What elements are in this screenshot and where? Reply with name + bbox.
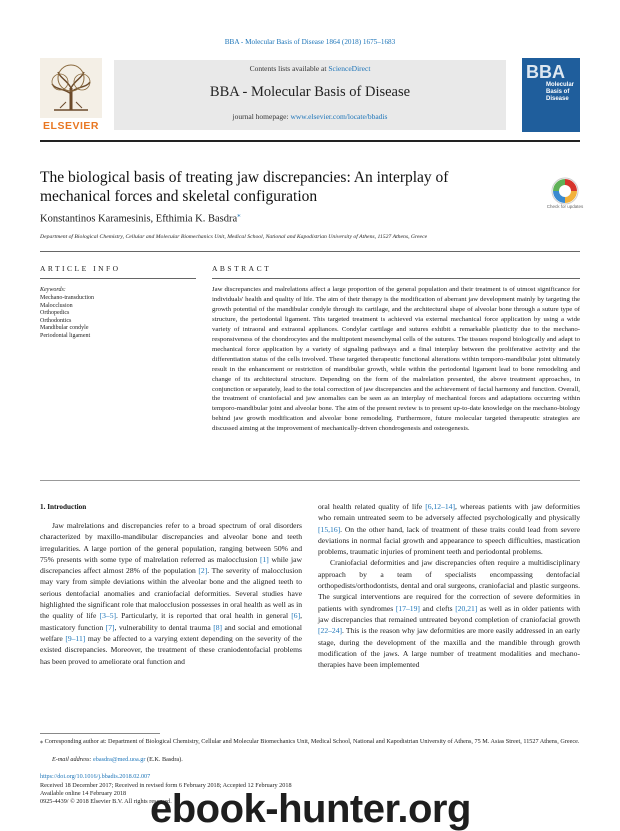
body-text: Jaw malrelations and discrepancies refer to a broad spectrum of oral disorders characterized by maxillo-mandibular discrepancies and alveolar bone and teeth irregularities. A large portion of the general population, ranging between 50% and 75% presents with some type of malrelation referred as malocclusion <box>40 521 302 564</box>
body-text: . The severity of malocclusion may vary from simple deviations within the alveolar bone and the aligned teeth to serious dentofacial anomalies and craniofacial deformities. Several studies have highlighted the significant role that malocclusion possesses in oral health as well as in the quality of life <box>40 566 303 621</box>
body-text: as well as in older patients with jaw discrepancies that remained untreated beyond completion of craniofacial growth <box>318 603 581 624</box>
keyword-item: Malocclusion <box>40 302 73 309</box>
journal-reference-link[interactable]: BBA - Molecular Basis of Disease 1864 (2018) 1675–1683 <box>224 38 396 46</box>
received-dates: Received 18 December 2017; Received in revised form 6 February 2018; Accepted 12 February 2018 <box>40 782 292 789</box>
abstract-text: Jaw discrepancies and malrelations affect a large proportion of the general population and their treatment is of utmost significance for individuals' health and quality of life. The aim of their therapy is the modification of aberrant jaw development mainly by targeting the growth potential of the mandibular condyle through its cartilage, and the architectural shape of alveolar bone through a suture type of structure, the periodontal ligament. This targeted treatment is achieved via external mechanical force application by using a wide variety of intraoral and extraoral appliances. Condylar cartilage and sutures exhibit a remarkable plasticity due to the mechano-responsiveness of the chondrocytes and the multipotent mesenchymal cells of the sutures. The tissues respond biologically and adapt to mechanical force application by a variety of signaling pathways and a final interplay between the proliferative activity and the differentiation status of the cells involved. These targeted therapeutic functional alterations within temporo-mandibular joint ultimately result in the enhancement or restriction of mandibular growth, while within the periodontal ligament lead to bone remodeling and change of its architectural structure. Depending on the form of the malrelation presented, the above treatment approaches, in conjunction or separately, lead to the total correction of jaw discrepancies and the achievement of facial harmony and function. Overall, the treatment of craniofacial and jaw anomalies can be seen as an interplay of mechanical forces and adaptations occurring within temporo-mandibular joint and alveolar bone. The aim of the present review is to present up-to-date knowledge on the mechano-biology behind jaw growth modification and alveolar bone remodeling. Furthermore, future molecular targeted therapeutic strategies are discussed aiming at the improvement of mechanically-driven chondrogenesis and osteogenesis. <box>212 286 580 433</box>
doi-link[interactable]: https://doi.org/10.1016/j.bbadis.2018.02.007 <box>40 773 151 780</box>
check-for-updates-icon <box>550 176 580 206</box>
contents-prefix: Contents lists available at <box>249 64 327 73</box>
citation-link[interactable]: [20,21] <box>455 603 478 613</box>
sciencedirect-link[interactable]: ScienceDirect <box>328 64 371 73</box>
elsevier-tree-icon <box>40 58 102 118</box>
citation-link[interactable]: [1] <box>259 554 269 564</box>
citation-link[interactable]: [15,16] <box>318 524 341 534</box>
author-list <box>40 211 241 225</box>
body-text: . Particularly, it is reported that oral health in general <box>116 611 292 621</box>
article-info-heading: ARTICLE INFO <box>40 264 121 273</box>
author-names: Konstantinos Karamesinis, Efthimia K. Basdra <box>40 213 238 225</box>
email-line <box>52 756 183 763</box>
body-column-right <box>318 501 580 670</box>
crossmark-label: Check for updates <box>546 204 584 209</box>
cover-subtitle: Molecular Basis of Disease <box>546 82 575 102</box>
publisher-name: ELSEVIER <box>43 120 99 132</box>
body-text: , whereas patients with jaw deformities who remain untreated seem to be adversely affected psychologically and physically <box>318 502 580 523</box>
body-text: , masticatory function <box>40 611 303 632</box>
citation-link[interactable]: [7] <box>105 622 115 632</box>
body-text: may be affected to a varying extent depending on the severity of the existed discrepancies. Moreover, the treatment of these craniodentofacial problems has been proved to ameliorate oral function and <box>40 633 302 666</box>
homepage-prefix: journal homepage: <box>232 112 289 121</box>
journal-cover-image <box>522 58 580 132</box>
keywords-heading: Keywords: <box>40 287 66 293</box>
citation-link[interactable]: [2] <box>198 566 208 576</box>
citation-link[interactable]: [8] <box>213 622 223 632</box>
keyword-item: Mechano-transduction <box>40 295 94 301</box>
journal-masthead <box>40 58 580 138</box>
email-suffix: (E.K. Basdra). <box>147 756 183 763</box>
article-info-divider <box>40 278 196 279</box>
abstract-heading: ABSTRACT <box>212 264 272 273</box>
abstract-end-divider <box>40 480 580 481</box>
online-date: Available online 14 February 2018 <box>40 790 127 798</box>
journal-info-band <box>114 60 506 130</box>
keyword-item: Orthodontics <box>40 317 72 324</box>
elsevier-tree-logo <box>40 58 102 133</box>
cover-title: BBA <box>526 62 565 82</box>
body-text: and social and emotional welfare <box>40 622 303 643</box>
citation-link[interactable]: [6] <box>291 611 301 621</box>
copyright-line: 0925-4439/ © 2018 Elsevier B.V. All rights reserved. <box>40 798 172 806</box>
header-divider <box>40 140 580 142</box>
homepage-line <box>114 112 506 121</box>
affiliation: Department of Biological Chemistry, Cellular and Molecular Biomechanics Unit, Medical School, National and Kapodistrian University of Athens, 11527 Athens, Greece <box>40 234 428 240</box>
body-column-left <box>40 520 302 667</box>
email-link[interactable]: ebasdra@med.uoa.gr <box>93 756 146 763</box>
body-text: Craniofacial deformities and jaw discrepancies often require a multidisciplinary approach by a team of specialists encompassing dentofacial orthopedists/orthodontists, dental and oral surgeons, craniofacial and plastic surgeons. The surgical interventions are required for the correction of severe deformities in patients with syndromes <box>318 558 580 613</box>
body-text: , vulnerability to dental trauma <box>114 622 214 632</box>
introduction-heading: 1. Introduction <box>40 503 87 511</box>
watermark-text: ebook-hunter.org <box>150 787 471 831</box>
abstract-divider <box>212 278 580 279</box>
citation-link[interactable]: [3–5] <box>99 611 117 621</box>
journal-name: BBA - Molecular Basis of Disease <box>209 84 411 100</box>
citation-link[interactable]: [9–11] <box>65 633 86 643</box>
keyword-item: Mandibular condyle <box>40 325 89 332</box>
keyword-item: Orthopedics <box>40 310 70 317</box>
contents-line <box>114 64 506 73</box>
body-text: while jaw discrepancies affect almost 28% of the population <box>40 554 302 576</box>
body-text: and clefts <box>419 603 456 613</box>
paragraph <box>318 557 580 670</box>
body-text: . This is the reason why jaw deformities are more easily addressed in an early stage, during the development of the maxilla and the mandible through growth modification of the jaws. A large number of treatment modalities and mechano-therapies have been implemented <box>318 626 580 670</box>
footnote-divider <box>40 733 160 734</box>
affiliation-divider <box>40 251 580 252</box>
keywords-list <box>40 295 94 341</box>
citation-link[interactable]: [6,12–14] <box>425 502 455 511</box>
email-label: E-mail address: <box>52 756 92 763</box>
body-text: oral health related quality of life <box>318 502 426 511</box>
citation-link[interactable]: [17–19] <box>395 603 420 613</box>
corresponding-author-mark[interactable]: ⁎ <box>237 211 241 219</box>
article-title: The biological basis of treating jaw discrepancies: An interplay of mechanical forces and skeletal configuration <box>40 169 449 205</box>
homepage-link[interactable]: www.elsevier.com/locate/bbadis <box>290 112 388 121</box>
body-text: . On the other hand, lack of treatment of these traits could lead from severe deviations in normal facial growth and appearance to speech difficulties, mastication problems, traumatic injuries of prominent teeth and periodontal problems. <box>318 524 580 557</box>
citation-link[interactable]: [22–24] <box>318 626 343 636</box>
crossmark-icon[interactable] <box>550 176 580 206</box>
keyword-item: Periodontal ligament <box>40 332 91 339</box>
corresponding-author-note: ⁎ Corresponding author at: Department of Biological Chemistry, Cellular and Molecular Biomechanics Unit, Medical School, National and Kapodistrian University of Athens, 75 M. Asias Street, 11527 Athens, Greece. <box>40 738 580 745</box>
